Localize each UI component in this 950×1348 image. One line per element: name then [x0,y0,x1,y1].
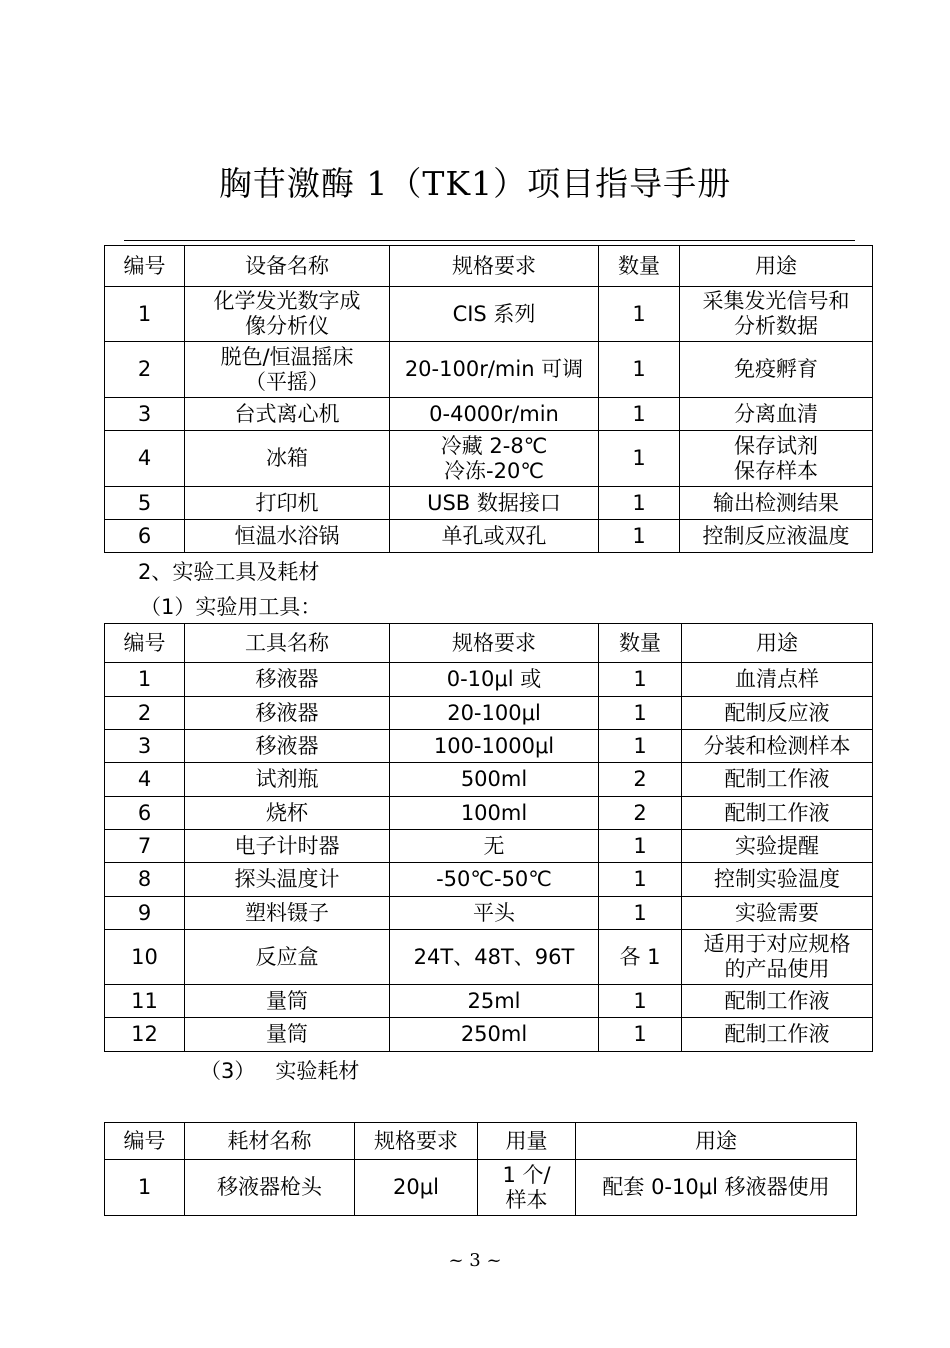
table-row [105,930,873,985]
table-row [105,520,873,553]
page-title: 胸苷激酶 1（TK1）项目指导手册 [218,164,732,203]
table-cell: 4 [105,763,185,797]
table-cell: 0-10μl 或 [390,663,599,697]
column-header: 用途 [576,1123,857,1160]
table-cell: 1 [599,985,682,1018]
table-cell: 电子计时器 [185,830,390,863]
table-cell: 5 [105,487,185,520]
table-cell: 12 [105,1018,185,1052]
table-cell: 化学发光数字成 像分析仪 [185,287,390,342]
table-cell: 移液器 [185,663,390,697]
table-cell: 1 [599,1018,682,1052]
table-cell: 保存试剂 保存样本 [680,431,873,487]
table-cell: 1 [599,697,682,730]
table-cell: 1 [599,431,680,487]
table-cell: 9 [105,897,185,930]
equipment-table-body [105,246,873,553]
table-row [105,663,873,697]
table-cell: 输出检测结果 [680,487,873,520]
table-cell: 移液器 [185,697,390,730]
table-row [105,797,873,830]
table-row [105,1160,857,1216]
column-header: 耗材名称 [185,1123,355,1160]
table-cell: 配套 0-10μl 移液器使用 [576,1160,857,1216]
table-cell: 24T、48T、96T [390,930,599,985]
table-cell: 配制工作液 [682,797,873,830]
table-cell: 试剂瓶 [185,763,390,797]
table-cell: 恒温水浴锅 [185,520,390,553]
column-header: 用途 [680,246,873,287]
table-cell: 10 [105,930,185,985]
table-cell: 1 [599,520,680,553]
table-cell: 量筒 [185,985,390,1018]
table-row [105,398,873,431]
table-row [105,763,873,797]
table-cell: 2 [599,763,682,797]
table-cell: 配制反应液 [682,697,873,730]
column-header: 规格要求 [390,624,599,663]
table-cell: 8 [105,863,185,897]
table-cell: 2 [599,797,682,830]
table-row [105,730,873,763]
table-cell: 配制工作液 [682,763,873,797]
table-cell: 1 [599,830,682,863]
table-row [105,897,873,930]
table-cell: 6 [105,797,185,830]
tools-table-body [105,624,873,1052]
table-cell: 1 [105,663,185,697]
title-divider [124,240,855,241]
equipment-table [104,245,873,553]
table-row [105,830,873,863]
table-cell: CIS 系列 [390,287,599,342]
table-header-row [105,624,873,663]
table-cell: 适用于对应规格 的产品使用 [682,930,873,985]
table-cell: 3 [105,730,185,763]
section-2-3-heading: （3） 实验耗材 [200,1059,360,1083]
table-row [105,985,873,1018]
column-header: 工具名称 [185,624,390,663]
table-cell: 1 [599,287,680,342]
table-cell: 反应盒 [185,930,390,985]
table-cell: 1 [599,398,680,431]
table-cell: 1 [599,863,682,897]
table-cell: 各 1 [599,930,682,985]
table-cell: 脱色/恒温摇床 （平摇） [185,342,390,398]
column-header: 编号 [105,246,185,287]
table-cell: 控制实验温度 [682,863,873,897]
table-row [105,342,873,398]
table-cell: 0-4000r/min [390,398,599,431]
table-cell: 1 [599,342,680,398]
table-row [105,487,873,520]
table-cell: 台式离心机 [185,398,390,431]
table-cell: 7 [105,830,185,863]
table-row [105,863,873,897]
table-cell: 移液器 [185,730,390,763]
table-cell: 1 [105,287,185,342]
table-cell: 1 [599,897,682,930]
table-cell: 2 [105,697,185,730]
table-cell: 1 [599,487,680,520]
table-header-row [105,246,873,287]
table-cell: 25ml [390,985,599,1018]
table-cell: -50℃-50℃ [390,863,599,897]
table-cell: 1 个/ 样本 [478,1160,576,1216]
table-cell: 3 [105,398,185,431]
table-cell: 1 [599,730,682,763]
column-header: 数量 [599,246,680,287]
table-cell: 血清点样 [682,663,873,697]
column-header: 设备名称 [185,246,390,287]
table-cell: 实验需要 [682,897,873,930]
table-cell: 移液器枪头 [185,1160,355,1216]
table-cell: 1 [105,1160,185,1216]
table-cell: 2 [105,342,185,398]
table-cell: 烧杯 [185,797,390,830]
table-row [105,287,873,342]
section-2-heading: 2、实验工具及耗材 [138,560,320,584]
table-cell: 250ml [390,1018,599,1052]
table-cell: 11 [105,985,185,1018]
table-cell: 6 [105,520,185,553]
table-cell: 20-100μl [390,697,599,730]
table-cell: 4 [105,431,185,487]
table-header-row [105,1123,857,1160]
table-cell: 无 [390,830,599,863]
table-cell: 冷藏 2-8℃ 冷冻-20℃ [390,431,599,487]
table-cell: 冰箱 [185,431,390,487]
table-cell: 探头温度计 [185,863,390,897]
consumables-table-body [105,1123,857,1216]
table-cell: 实验提醒 [682,830,873,863]
table-cell: 20μl [355,1160,478,1216]
column-header: 用途 [682,624,873,663]
table-cell: 20-100r/min 可调 [390,342,599,398]
table-cell: 平头 [390,897,599,930]
page-number: ~ 3 ~ [448,1250,502,1271]
column-header: 编号 [105,1123,185,1160]
table-cell: 1 [599,663,682,697]
table-cell: 100ml [390,797,599,830]
table-cell: 采集发光信号和 分析数据 [680,287,873,342]
tools-table [104,623,873,1052]
table-cell: 量筒 [185,1018,390,1052]
table-row [105,431,873,487]
table-cell: 打印机 [185,487,390,520]
table-cell: 塑料镊子 [185,897,390,930]
table-cell: USB 数据接口 [390,487,599,520]
table-cell: 100-1000μl [390,730,599,763]
column-header: 用量 [478,1123,576,1160]
consumables-table [104,1122,857,1216]
table-row [105,697,873,730]
column-header: 规格要求 [355,1123,478,1160]
table-cell: 免疫孵育 [680,342,873,398]
table-cell: 分装和检测样本 [682,730,873,763]
column-header: 编号 [105,624,185,663]
table-cell: 控制反应液温度 [680,520,873,553]
section-2-1-heading: （1）实验用工具： [140,595,322,619]
table-cell: 500ml [390,763,599,797]
column-header: 规格要求 [390,246,599,287]
table-cell: 分离血清 [680,398,873,431]
table-cell: 单孔或双孔 [390,520,599,553]
column-header: 数量 [599,624,682,663]
table-cell: 配制工作液 [682,1018,873,1052]
table-cell: 配制工作液 [682,985,873,1018]
table-row [105,1018,873,1052]
